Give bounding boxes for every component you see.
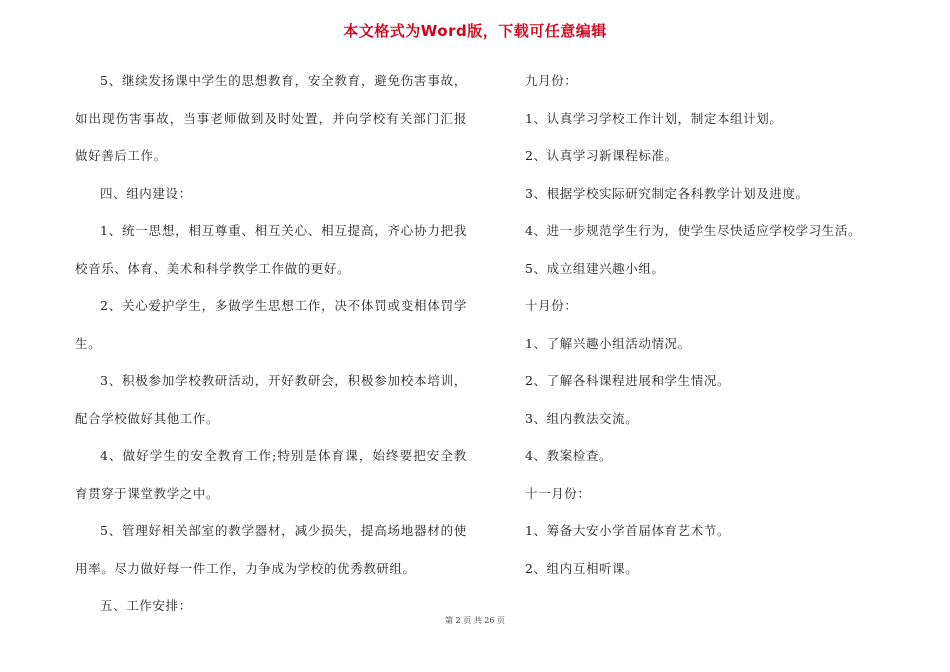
right-text-column: [525, 62, 875, 587]
page-number: 第 2 页 共 26 页: [445, 616, 505, 625]
list-item: 2、组内互相听课。: [525, 560, 639, 576]
paragraph: 4、做好学生的安全教育工作;特别是体育课，始终要把安全教育贯穿于课堂教学之中。: [75, 448, 467, 501]
paragraph: 5、管理好相关部室的教学器材，减少损失，提高场地器材的使用率。尽力做好每一件工作，力争成为学校的优秀教研组。: [75, 523, 467, 576]
paragraph: 5、继续发扬课中学生的思想教育，安全教育，避免伤害事故，如出现伤害事故，当事老师做到及时处置，并向学校有关部门汇报做好善后工作。: [75, 73, 467, 163]
list-item: 1、认真学习学校工作计划，制定本组计划。: [525, 110, 783, 126]
month-heading: 十一月份：: [525, 485, 591, 501]
list-item: 4、教案检查。: [525, 448, 613, 463]
word-format-banner: 本文格式为Word版，下载可任意编辑: [343, 22, 607, 40]
month-heading: 九月份：: [525, 73, 578, 88]
section-heading: 四、组内建设：: [100, 185, 192, 201]
month-heading: 十月份：: [525, 298, 578, 313]
paragraph: 3、积极参加学校教研活动，开好教研会，积极参加校本培训，配合学校做好其他工作。: [75, 373, 467, 426]
list-item: 2、了解各科课程进展和学生情况。: [525, 373, 731, 388]
list-item: 3、根据学校实际研究制定各科教学计划及进度。: [525, 185, 809, 201]
left-text-column: [75, 62, 467, 625]
section-heading: 五、工作安排：: [100, 598, 192, 613]
list-item: 3、组内教法交流。: [525, 410, 639, 426]
list-item: 1、了解兴趣小组活动情况。: [525, 335, 691, 351]
list-item: 2、认真学习新课程标准。: [525, 148, 678, 163]
paragraph: 2、关心爱护学生，多做学生思想工作，决不体罚或变相体罚学生。: [75, 298, 467, 351]
list-item: 5、成立组建兴趣小组。: [525, 260, 665, 276]
list-item: 4、进一步规范学生行为，使学生尽快适应学校学习生活。: [525, 223, 862, 238]
list-item: 1、筹备大安小学首届体育艺术节。: [525, 523, 731, 538]
paragraph: 1、统一思想，相互尊重、相互关心、相互提高，齐心协力把我校音乐、体育、美术和科学教学工作做的更好。: [75, 223, 467, 276]
